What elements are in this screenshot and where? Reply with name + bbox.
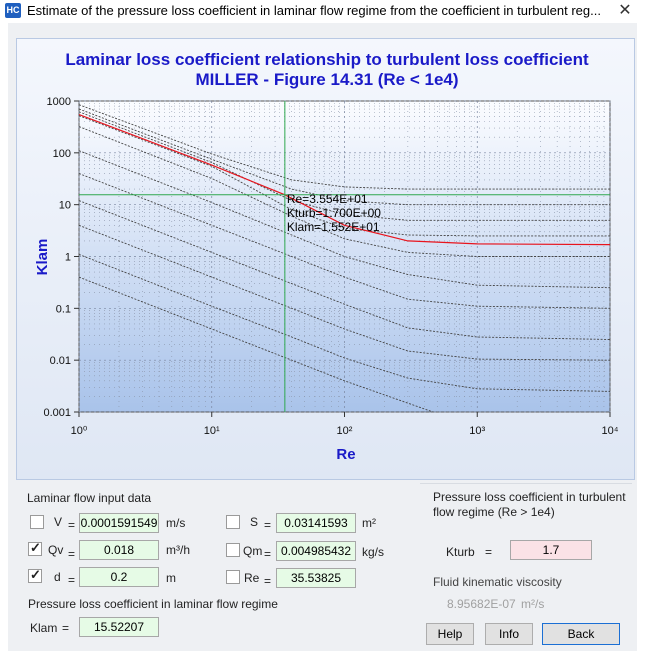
viscosity-title: Fluid kinematic viscosity: [433, 575, 562, 589]
s-unit: m²: [362, 516, 376, 530]
kturb-equals: =: [485, 545, 493, 559]
laminar-input-section-title: Laminar flow input data: [27, 491, 152, 505]
viscosity-value: 8.95682E-07: [447, 597, 516, 611]
qv-unit: m³/h: [166, 543, 190, 557]
chart-title: Laminar loss coefficient relationship to turbulent loss coefficient: [65, 50, 589, 69]
qv-checkbox[interactable]: [28, 542, 42, 556]
turbulent-section-title-2: flow regime (Re > 1e4): [433, 505, 555, 519]
v-label: V: [54, 515, 63, 529]
x-tick-label: 10³: [469, 425, 486, 437]
re-checkbox[interactable]: [226, 570, 240, 584]
v-field[interactable]: 0.0001591549: [79, 513, 159, 533]
chart: [17, 39, 634, 479]
qm-checkbox[interactable]: [226, 543, 240, 557]
title-bar: [0, 0, 646, 22]
qm-equals: =: [264, 547, 272, 561]
d-unit: m: [166, 571, 176, 585]
s-field[interactable]: 0.03141593: [276, 513, 356, 533]
close-icon[interactable]: ✕: [618, 2, 632, 19]
x-axis-label: Re: [336, 446, 356, 463]
y-tick-label: 0.001: [43, 407, 71, 419]
qm-unit: kg/s: [362, 545, 385, 559]
re-label: Re: [244, 571, 260, 585]
turbulent-section-title-1: Pressure loss coefficient in turbulent: [433, 490, 626, 504]
v-equals: =: [68, 518, 76, 532]
laminar-result-section-title: Pressure loss coefficient in laminar flow regime: [28, 597, 278, 611]
y-axis-label: Klam: [34, 238, 51, 276]
qm-label: Qm: [243, 544, 263, 558]
d-field[interactable]: 0.2: [79, 567, 159, 587]
annotation-text: Klam=1.552E+01: [286, 219, 380, 234]
y-tick-label: 1000: [46, 96, 71, 108]
v-checkbox[interactable]: [30, 515, 44, 529]
y-tick-label: 100: [52, 147, 71, 160]
qv-field[interactable]: 0.018: [79, 540, 159, 560]
s-label: S: [250, 515, 259, 529]
viscosity-unit: m²/s: [521, 597, 545, 611]
re-equals: =: [264, 574, 272, 588]
qm-field[interactable]: 0.004985432: [276, 541, 356, 561]
divider: [420, 483, 632, 484]
klam-field: 15.52207: [79, 617, 159, 637]
klam-label: Klam: [30, 621, 58, 635]
window-title: Estimate of the pressure loss coefficient in laminar flow regime from the coefficient in turbulent reg...: [27, 3, 601, 18]
qv-label: Qv: [48, 543, 64, 557]
y-tick-label: 0.01: [49, 355, 71, 368]
s-equals: =: [264, 518, 272, 532]
chart-panel: [16, 38, 635, 480]
annotations: [287, 192, 381, 234]
kturb-field[interactable]: 1.7: [510, 540, 592, 560]
info-button[interactable]: Info: [485, 623, 533, 645]
annotation-text: Kturb=1.700E+00: [286, 205, 381, 220]
x-tick-label: 10⁰: [70, 425, 88, 437]
app-icon: HC: [5, 3, 21, 18]
annotation-text: Re=3.554E+01: [286, 191, 368, 206]
y-tick-label: 0.1: [55, 303, 71, 316]
d-label: d: [54, 570, 61, 584]
y-tick-label: 1: [64, 251, 71, 264]
v-unit: m/s: [166, 516, 186, 530]
back-button[interactable]: Back: [542, 623, 620, 645]
d-equals: =: [68, 573, 76, 587]
re-field[interactable]: 35.53825: [276, 568, 356, 588]
d-checkbox[interactable]: [28, 569, 42, 583]
kturb-label: Kturb: [446, 545, 475, 559]
x-tick-label: 10⁴: [601, 425, 619, 437]
qv-equals: =: [68, 547, 76, 561]
s-checkbox[interactable]: [226, 515, 240, 529]
x-tick-label: 10¹: [203, 425, 220, 437]
y-tick-label: 10: [58, 199, 71, 212]
help-button[interactable]: Help: [426, 623, 474, 645]
chart-subtitle: MILLER - Figure 14.31 (Re < 1e4): [195, 70, 459, 89]
klam-equals: =: [62, 621, 70, 635]
x-tick-label: 10²: [336, 425, 353, 437]
